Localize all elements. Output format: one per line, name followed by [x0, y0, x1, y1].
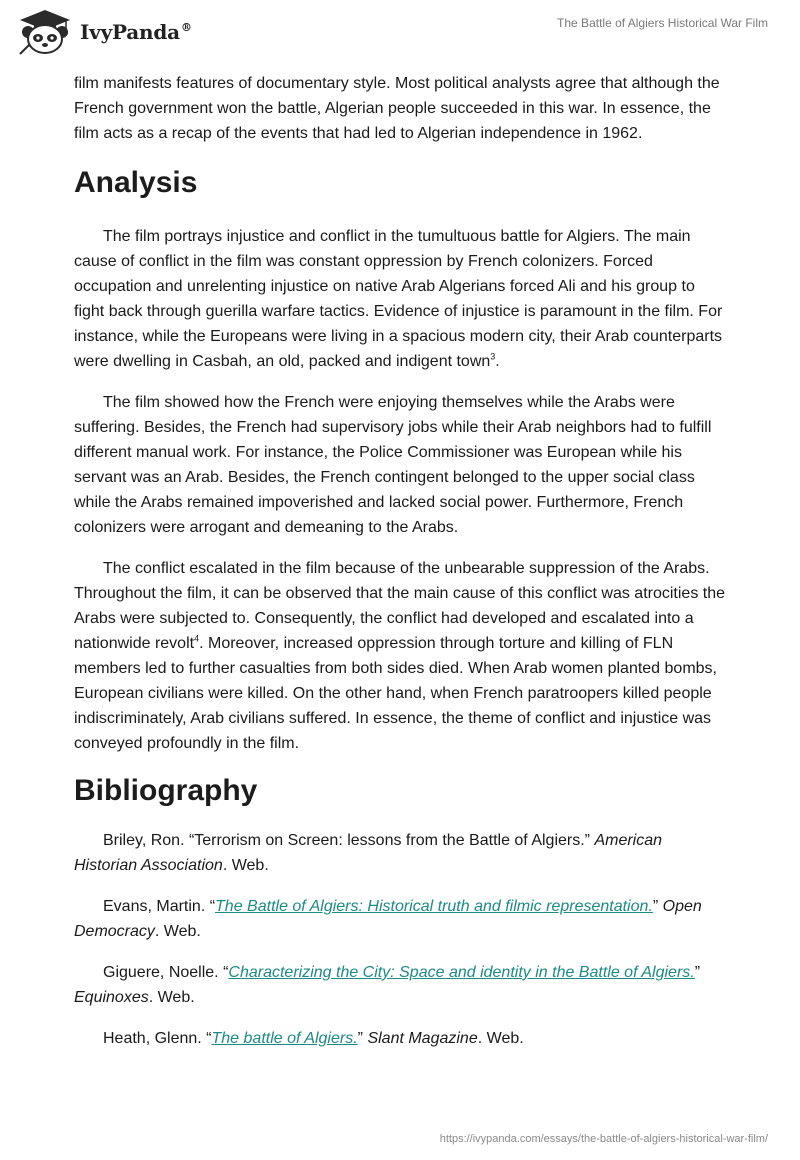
- bibliography-entry: Evans, Martin. “The Battle of Algiers: Historical truth and filmic representation.” Open Democracy. Web.: [74, 898, 702, 940]
- reference-link[interactable]: Characterizing the City: Space and identity in the Battle of Algiers.: [228, 964, 695, 981]
- bibliography-entry: Giguere, Noelle. “Characterizing the City: Space and identity in the Battle of Algiers.” Equinoxes. Web.: [74, 964, 701, 1006]
- document-title: The Battle of Algiers Historical War Film: [557, 16, 768, 30]
- analysis-heading: Analysis: [74, 166, 198, 199]
- page-url: https://ivypanda.com/essays/the-battle-of-algiers-historical-war-film/: [439, 1133, 768, 1145]
- reference-link[interactable]: The Battle of Algiers: Historical truth and filmic representation.: [215, 898, 653, 915]
- brand-logo[interactable]: [16, 8, 192, 56]
- footnote-marker[interactable]: 3: [490, 351, 496, 362]
- essay-body: [74, 71, 726, 1067]
- analysis-paragraph-1: The film portrays injustice and conflict in the tumultuous battle for Algiers. The main cause of conflict in the film was constant oppression by French colonizers. Forced occupation and unrelenting injustice on native Arab Algerians forced Ali and his group to fight back through guerilla warfare tactics. Evidence of injustice is paramount in the film. For instance, while the Europeans were living in a spacious modern city, their Arab counterparts were dwelling in Casbah, an old, packed and indigent town$^3$.: [74, 228, 723, 370]
- bibliography-entry: Briley, Ron. “Terrorism on Screen: lessons from the Battle of Algiers.” American Historian Association. Web.: [74, 832, 663, 874]
- bibliography-heading: Bibliography: [74, 774, 258, 807]
- analysis-paragraph-3: The conflict escalated in the film because of the unbearable suppression of the Arabs. Throughout the film, it can be observed that the main cause of this conflict was atrocities the Arabs were subjected to. Consequently, the conflict had developed and escalated into a nationwide revolt$^4$. Moreover, increased oppression through torture and killing of FLN members led to further casualties from both sides died. When Arab women planted bombs, European civilians were killed. On the other hand, when French paratroopers killed people indiscriminately, Arab civilians suffered. In essence, the theme of conflict and injustice was conveyed profoundly in the film.: [74, 560, 726, 752]
- page-header: [0, 0, 800, 66]
- analysis-paragraph-2: The film showed how the French were enjoying themselves while the Arabs were suffering. Besides, the French had supervisory jobs while their Arab neighbors had to fulfill different manual work. For instance, the Police Commissioner was European while his servant was an Arab. Besides, the French contingent belonged to the upper social class while the Arabs remained impoverished and lacked social power. Furthermore, French colonizers were arrogant and demeaning to the Arabs.: [74, 394, 712, 536]
- intro-paragraph: film manifests features of documentary style. Most political analysts agree that although the French government won the battle, Algerian people succeeded in this war. In essence, the film acts as a recap of the events that had led to Algerian independence in 1962.: [74, 75, 720, 142]
- reference-link[interactable]: The battle of Algiers.: [211, 1030, 358, 1047]
- footnote-marker[interactable]: 4: [194, 633, 200, 644]
- bibliography-entry: Heath, Glenn. “The battle of Algiers.” Slant Magazine. Web.: [103, 1030, 524, 1047]
- panda-graduate-icon: [16, 8, 74, 56]
- brand-name: IvyPanda®: [80, 20, 192, 44]
